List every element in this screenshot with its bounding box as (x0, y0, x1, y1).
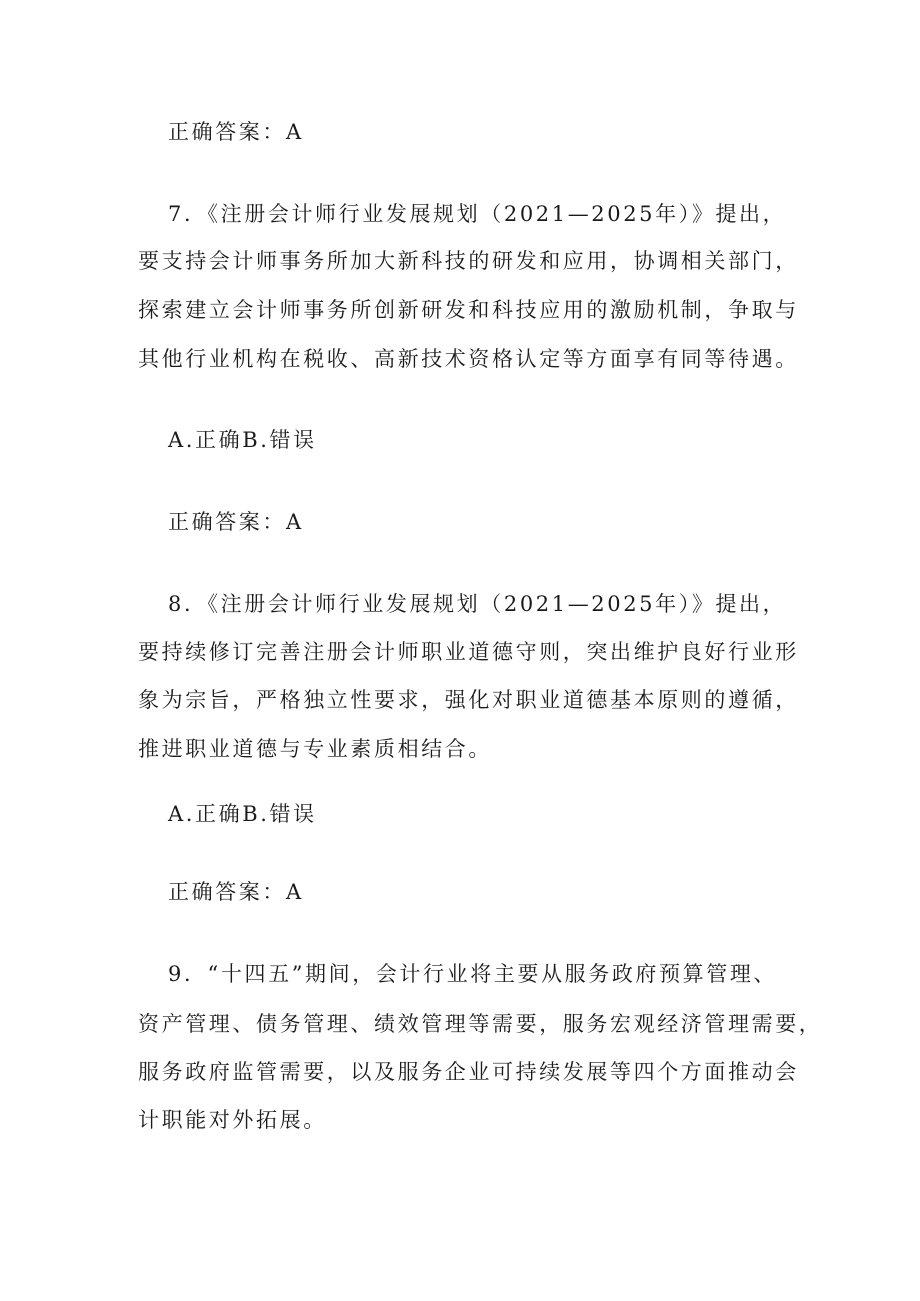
q9-line-1: 9．“十四五”期间，会计行业将主要从服务政府预算管理、 (168, 962, 778, 986)
q7-line-4: 其他行业机构在税收、高新技术资格认定等方面享有同等待遇。 (138, 347, 799, 371)
q8-options: A.正确B.错误 (168, 802, 317, 826)
q8-line-1: 8．《注册会计师行业发展规划（2021—2025年）》提出， (168, 592, 787, 616)
q9-line-3: 服务政府监管需要，以及服务企业可持续发展等四个方面推动会 (138, 1060, 799, 1084)
q7-line-3: 探索建立会计师事务所创新研发和科技应用的激励机制，争取与 (138, 298, 799, 322)
q9-line-4: 计职能对外拓展。 (138, 1108, 327, 1132)
q9-line-2: 资产管理、债务管理、绩效管理等需要，服务宏观经济管理需要， (138, 1012, 823, 1036)
q7-line-2: 要支持会计师事务所加大新科技的研发和应用，协调相关部门， (138, 249, 799, 273)
answer-line-q6: 正确答案：A (168, 120, 304, 144)
q8-line-2: 要持续修订完善注册会计师职业道德守则，突出维护良好行业形 (138, 640, 799, 664)
q7-line-1: 7．《注册会计师行业发展规划（2021—2025年）》提出， (168, 202, 787, 226)
q7-options: A.正确B.错误 (168, 428, 317, 452)
q8-answer: 正确答案：A (168, 880, 304, 904)
q8-line-3: 象为宗旨，严格独立性要求，强化对职业道德基本原则的遵循， (138, 688, 799, 712)
q7-answer: 正确答案：A (168, 510, 304, 534)
q8-line-4: 推进职业道德与专业素质相结合。 (138, 737, 492, 761)
